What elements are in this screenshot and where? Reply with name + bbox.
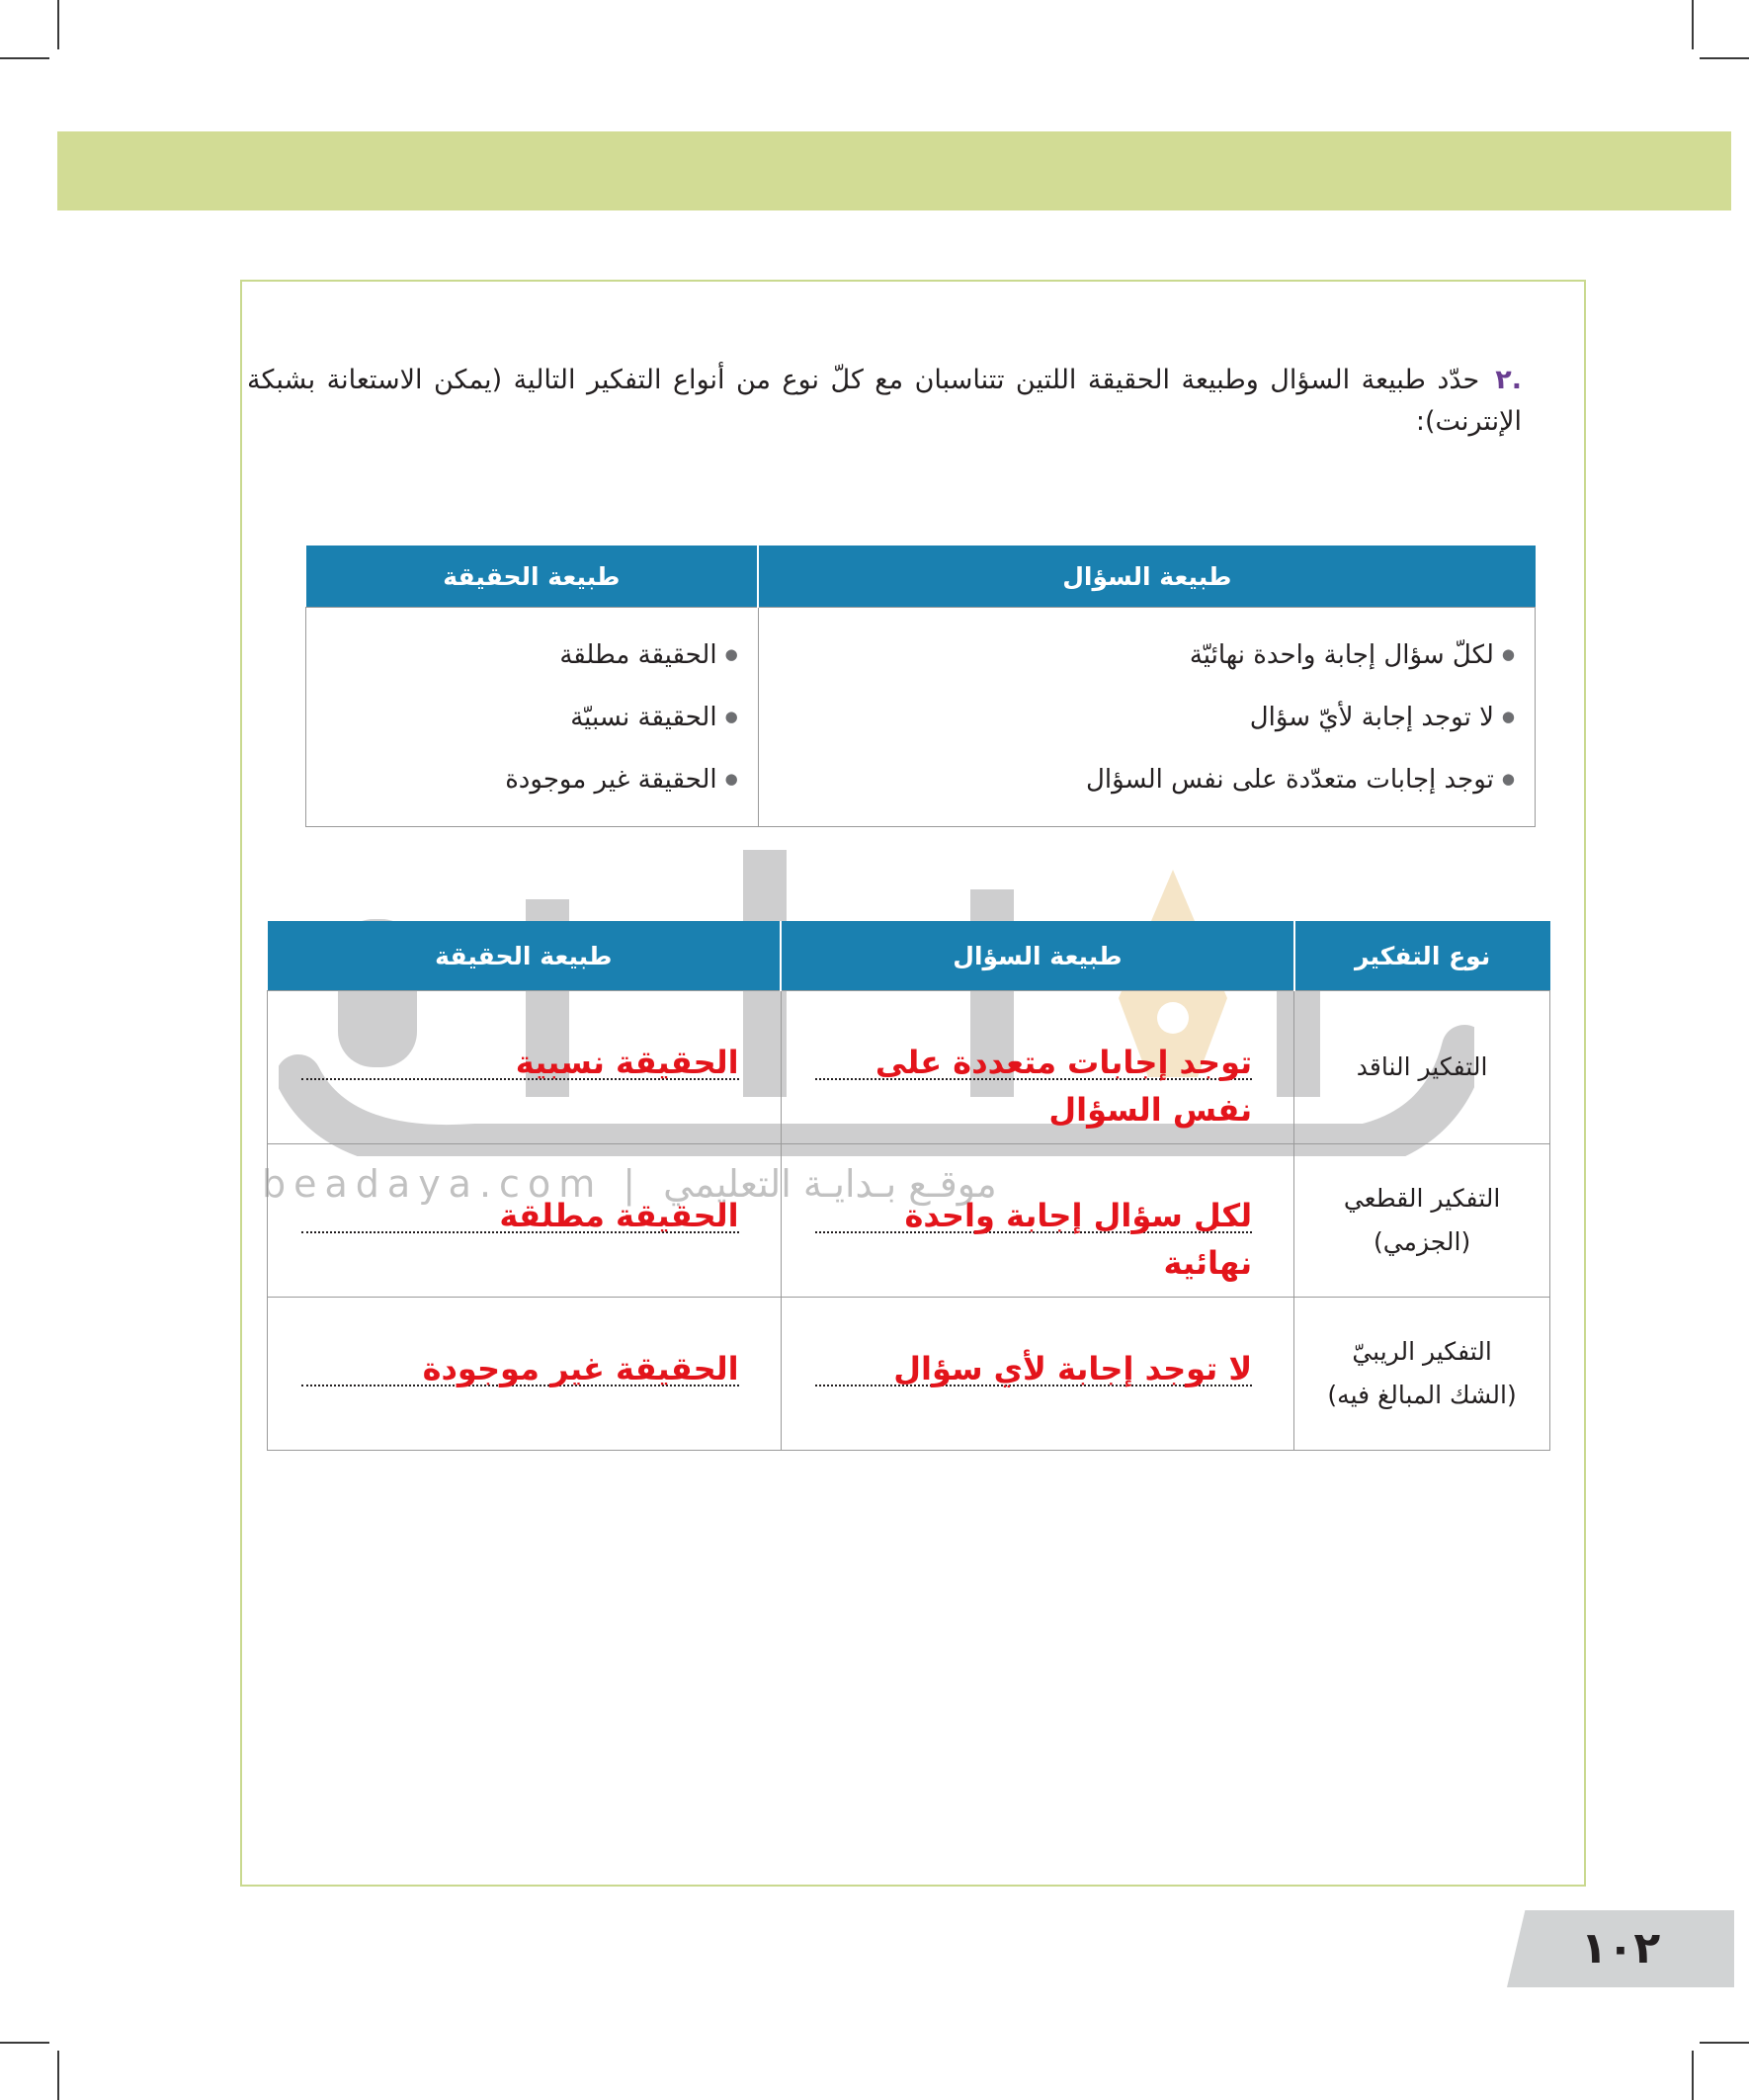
crop-mark bbox=[0, 57, 49, 59]
truth-nature-cell bbox=[306, 608, 759, 827]
thinking-type-label: التفكير الريبيّ bbox=[1352, 1337, 1492, 1366]
question-answer: توجد إجابات متعددة على نفس السؤال bbox=[874, 1044, 1253, 1129]
crop-mark bbox=[57, 0, 59, 49]
list-item: ● الحقيقة غير موجودة bbox=[326, 750, 738, 812]
list-item: ● لكلّ سؤال إجابة واحدة نهائيّة bbox=[779, 626, 1515, 688]
question-number: .٢ bbox=[1495, 365, 1522, 395]
truth-answer: الحقيقة مطلقة bbox=[499, 1197, 739, 1234]
crop-mark bbox=[1700, 2042, 1749, 2044]
thinking-type-label: التفكير القطعي bbox=[1343, 1184, 1501, 1213]
page-number: ١٠٢ bbox=[1580, 1923, 1661, 1974]
options-table bbox=[305, 546, 1536, 827]
header-thinking-type: نوع التفكير bbox=[1294, 921, 1550, 991]
question-body: حدّد طبيعة السؤال وطبيعة الحقيقة اللتين تتناسبان مع كلّ نوع من أنواع التفكير التالية (يمكن الاستعانة بشبكة الإنترنت): bbox=[247, 365, 1522, 437]
header-truth-nature: طبيعة الحقيقة bbox=[306, 546, 759, 608]
list-item: ● الحقيقة مطلقة bbox=[326, 626, 738, 688]
list-item: ● لا توجد إجابة لأيّ سؤال bbox=[779, 688, 1515, 750]
truth-answer-cell[interactable] bbox=[268, 1298, 782, 1451]
thinking-type-sublabel: (الشك المبالغ فيه) bbox=[1327, 1381, 1517, 1409]
list-item: ● الحقيقة نسبيّة bbox=[326, 688, 738, 750]
truth-answer-cell[interactable] bbox=[268, 991, 782, 1144]
question-nature-cell bbox=[758, 608, 1535, 827]
crop-mark bbox=[0, 2042, 49, 2044]
truth-answer: الحقيقة غير موجودة bbox=[422, 1350, 739, 1387]
crop-mark bbox=[57, 2051, 59, 2100]
question-answer-cell[interactable] bbox=[781, 1298, 1294, 1451]
crop-mark bbox=[1700, 57, 1749, 59]
truth-answer: الحقيقة نسبية bbox=[515, 1044, 739, 1081]
question-text bbox=[247, 360, 1522, 443]
thinking-type-cell bbox=[1294, 1144, 1550, 1298]
header-truth-nature: طبيعة الحقيقة bbox=[268, 921, 782, 991]
crop-mark bbox=[1692, 2051, 1694, 2100]
thinking-type-label: التفكير الناقد bbox=[1356, 1052, 1488, 1081]
crop-mark bbox=[1692, 0, 1694, 49]
question-answer: لكل سؤال إجابة واحدة نهائية bbox=[904, 1197, 1253, 1282]
watermark-text: beadaya.com | موقـع بـدايـة التعليمي bbox=[262, 1162, 997, 1206]
header-question-nature: طبيعة السؤال bbox=[758, 546, 1535, 608]
table-row bbox=[268, 1298, 1550, 1451]
question-answer: لا توجد إجابة لأي سؤال bbox=[893, 1350, 1253, 1387]
table-row bbox=[268, 991, 1550, 1144]
thinking-type-sublabel: (الجزمي) bbox=[1373, 1227, 1471, 1256]
thinking-type-cell bbox=[1294, 991, 1550, 1144]
header-question-nature: طبيعة السؤال bbox=[781, 921, 1294, 991]
list-item: ● توجد إجابات متعدّدة على نفس السؤال bbox=[779, 750, 1515, 812]
thinking-type-cell bbox=[1294, 1298, 1550, 1451]
header-band bbox=[57, 131, 1731, 210]
question-answer-cell[interactable] bbox=[781, 991, 1294, 1144]
